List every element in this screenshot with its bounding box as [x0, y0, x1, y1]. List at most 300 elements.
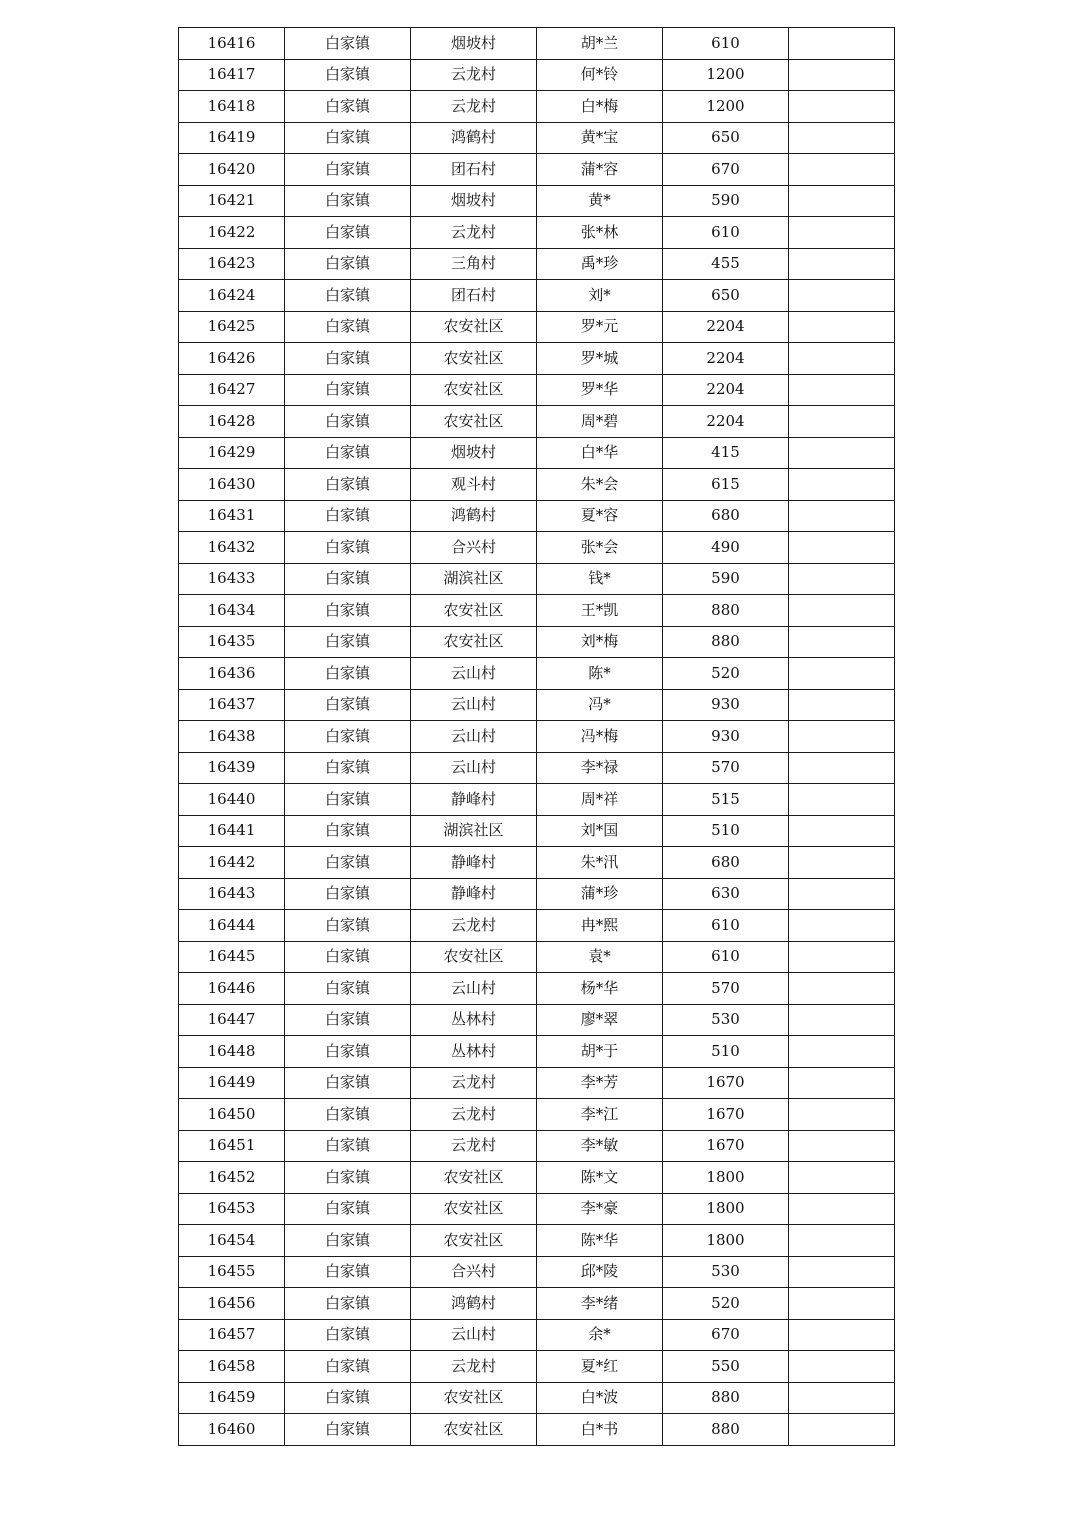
- name-cell: 夏*红: [537, 1351, 663, 1383]
- row-number-cell: 16445: [179, 941, 285, 973]
- amount-cell: 680: [663, 847, 789, 879]
- amount-cell: 530: [663, 1004, 789, 1036]
- table-row: [179, 1004, 895, 1036]
- village-cell: 云山村: [411, 1319, 537, 1351]
- amount-cell: 680: [663, 500, 789, 532]
- table-row: [179, 91, 895, 123]
- village-cell: 农安社区: [411, 1162, 537, 1194]
- village-cell: 鸿鹤村: [411, 1288, 537, 1320]
- row-number-cell: 16447: [179, 1004, 285, 1036]
- note-cell: [789, 1099, 895, 1131]
- name-cell: 胡*兰: [537, 28, 663, 60]
- row-number-cell: 16427: [179, 374, 285, 406]
- name-cell: 廖*翠: [537, 1004, 663, 1036]
- village-cell: 静峰村: [411, 784, 537, 816]
- village-cell: 云龙村: [411, 1099, 537, 1131]
- town-cell: 白家镇: [285, 815, 411, 847]
- row-number-cell: 16458: [179, 1351, 285, 1383]
- note-cell: [789, 815, 895, 847]
- village-cell: 农安社区: [411, 343, 537, 375]
- row-number-cell: 16428: [179, 406, 285, 438]
- table-row: [179, 658, 895, 690]
- row-number-cell: 16437: [179, 689, 285, 721]
- note-cell: [789, 374, 895, 406]
- name-cell: 黄*宝: [537, 122, 663, 154]
- name-cell: 李*绪: [537, 1288, 663, 1320]
- table-row: [179, 626, 895, 658]
- village-cell: 三角村: [411, 248, 537, 280]
- amount-cell: 1200: [663, 59, 789, 91]
- note-cell: [789, 784, 895, 816]
- row-number-cell: 16449: [179, 1067, 285, 1099]
- village-cell: 云山村: [411, 752, 537, 784]
- name-cell: 李*豪: [537, 1193, 663, 1225]
- village-cell: 云龙村: [411, 91, 537, 123]
- row-number-cell: 16453: [179, 1193, 285, 1225]
- village-cell: 云龙村: [411, 1067, 537, 1099]
- note-cell: [789, 910, 895, 942]
- note-cell: [789, 311, 895, 343]
- row-number-cell: 16442: [179, 847, 285, 879]
- name-cell: 李*禄: [537, 752, 663, 784]
- table-row: [179, 847, 895, 879]
- village-cell: 湖滨社区: [411, 815, 537, 847]
- town-cell: 白家镇: [285, 1099, 411, 1131]
- amount-cell: 550: [663, 1351, 789, 1383]
- note-cell: [789, 280, 895, 312]
- village-cell: 合兴村: [411, 1256, 537, 1288]
- table-row: [179, 784, 895, 816]
- name-cell: 周*祥: [537, 784, 663, 816]
- note-cell: [789, 721, 895, 753]
- note-cell: [789, 973, 895, 1005]
- name-cell: 白*梅: [537, 91, 663, 123]
- note-cell: [789, 563, 895, 595]
- amount-cell: 930: [663, 721, 789, 753]
- row-number-cell: 16457: [179, 1319, 285, 1351]
- town-cell: 白家镇: [285, 784, 411, 816]
- table-row: [179, 752, 895, 784]
- table-row: [179, 878, 895, 910]
- amount-cell: 1670: [663, 1099, 789, 1131]
- amount-cell: 1800: [663, 1162, 789, 1194]
- amount-cell: 515: [663, 784, 789, 816]
- note-cell: [789, 532, 895, 564]
- village-cell: 云龙村: [411, 910, 537, 942]
- amount-cell: 1800: [663, 1225, 789, 1257]
- town-cell: 白家镇: [285, 878, 411, 910]
- row-number-cell: 16431: [179, 500, 285, 532]
- name-cell: 冯*: [537, 689, 663, 721]
- table-row: [179, 1130, 895, 1162]
- row-number-cell: 16439: [179, 752, 285, 784]
- town-cell: 白家镇: [285, 1193, 411, 1225]
- village-cell: 团石村: [411, 280, 537, 312]
- note-cell: [789, 343, 895, 375]
- village-cell: 观斗村: [411, 469, 537, 501]
- note-cell: [789, 626, 895, 658]
- note-cell: [789, 878, 895, 910]
- table-row: [179, 941, 895, 973]
- village-cell: 烟坡村: [411, 28, 537, 60]
- amount-cell: 630: [663, 878, 789, 910]
- amount-cell: 455: [663, 248, 789, 280]
- row-number-cell: 16444: [179, 910, 285, 942]
- amount-cell: 670: [663, 1319, 789, 1351]
- data-table: [178, 27, 895, 1446]
- row-number-cell: 16420: [179, 154, 285, 186]
- amount-cell: 520: [663, 658, 789, 690]
- town-cell: 白家镇: [285, 1288, 411, 1320]
- note-cell: [789, 1256, 895, 1288]
- town-cell: 白家镇: [285, 563, 411, 595]
- note-cell: [789, 941, 895, 973]
- note-cell: [789, 1319, 895, 1351]
- note-cell: [789, 1193, 895, 1225]
- name-cell: 刘*: [537, 280, 663, 312]
- table-row: [179, 721, 895, 753]
- table-row: [179, 1162, 895, 1194]
- row-number-cell: 16450: [179, 1099, 285, 1131]
- amount-cell: 930: [663, 689, 789, 721]
- name-cell: 李*江: [537, 1099, 663, 1131]
- name-cell: 陈*: [537, 658, 663, 690]
- town-cell: 白家镇: [285, 532, 411, 564]
- name-cell: 罗*元: [537, 311, 663, 343]
- note-cell: [789, 595, 895, 627]
- town-cell: 白家镇: [285, 721, 411, 753]
- village-cell: 农安社区: [411, 1382, 537, 1414]
- amount-cell: 590: [663, 185, 789, 217]
- table-row: [179, 1288, 895, 1320]
- village-cell: 农安社区: [411, 941, 537, 973]
- row-number-cell: 16421: [179, 185, 285, 217]
- village-cell: 烟坡村: [411, 185, 537, 217]
- town-cell: 白家镇: [285, 1067, 411, 1099]
- note-cell: [789, 1351, 895, 1383]
- name-cell: 白*波: [537, 1382, 663, 1414]
- town-cell: 白家镇: [285, 595, 411, 627]
- town-cell: 白家镇: [285, 500, 411, 532]
- town-cell: 白家镇: [285, 910, 411, 942]
- table-row: [179, 1099, 895, 1131]
- amount-cell: 510: [663, 1036, 789, 1068]
- town-cell: 白家镇: [285, 1382, 411, 1414]
- name-cell: 罗*城: [537, 343, 663, 375]
- row-number-cell: 16435: [179, 626, 285, 658]
- row-number-cell: 16448: [179, 1036, 285, 1068]
- town-cell: 白家镇: [285, 626, 411, 658]
- note-cell: [789, 1382, 895, 1414]
- village-cell: 农安社区: [411, 374, 537, 406]
- table-row: [179, 1414, 895, 1446]
- name-cell: 刘*梅: [537, 626, 663, 658]
- town-cell: 白家镇: [285, 752, 411, 784]
- village-cell: 云龙村: [411, 1130, 537, 1162]
- row-number-cell: 16455: [179, 1256, 285, 1288]
- amount-cell: 880: [663, 595, 789, 627]
- table-row: [179, 469, 895, 501]
- town-cell: 白家镇: [285, 847, 411, 879]
- town-cell: 白家镇: [285, 1319, 411, 1351]
- row-number-cell: 16446: [179, 973, 285, 1005]
- note-cell: [789, 1288, 895, 1320]
- table-row: [179, 374, 895, 406]
- note-cell: [789, 217, 895, 249]
- village-cell: 云山村: [411, 689, 537, 721]
- name-cell: 蒲*容: [537, 154, 663, 186]
- row-number-cell: 16438: [179, 721, 285, 753]
- village-cell: 鸿鹤村: [411, 122, 537, 154]
- town-cell: 白家镇: [285, 1036, 411, 1068]
- name-cell: 朱*会: [537, 469, 663, 501]
- amount-cell: 2204: [663, 343, 789, 375]
- amount-cell: 530: [663, 1256, 789, 1288]
- town-cell: 白家镇: [285, 1351, 411, 1383]
- town-cell: 白家镇: [285, 406, 411, 438]
- town-cell: 白家镇: [285, 185, 411, 217]
- village-cell: 合兴村: [411, 532, 537, 564]
- note-cell: [789, 1225, 895, 1257]
- row-number-cell: 16433: [179, 563, 285, 595]
- note-cell: [789, 752, 895, 784]
- amount-cell: 1670: [663, 1130, 789, 1162]
- village-cell: 湖滨社区: [411, 563, 537, 595]
- table-row: [179, 343, 895, 375]
- row-number-cell: 16418: [179, 91, 285, 123]
- note-cell: [789, 406, 895, 438]
- row-number-cell: 16419: [179, 122, 285, 154]
- town-cell: 白家镇: [285, 1130, 411, 1162]
- name-cell: 袁*: [537, 941, 663, 973]
- name-cell: 冉*熙: [537, 910, 663, 942]
- table-row: [179, 1382, 895, 1414]
- name-cell: 胡*于: [537, 1036, 663, 1068]
- row-number-cell: 16425: [179, 311, 285, 343]
- amount-cell: 610: [663, 941, 789, 973]
- village-cell: 云山村: [411, 658, 537, 690]
- table-row: [179, 973, 895, 1005]
- amount-cell: 610: [663, 910, 789, 942]
- town-cell: 白家镇: [285, 973, 411, 1005]
- town-cell: 白家镇: [285, 154, 411, 186]
- note-cell: [789, 437, 895, 469]
- row-number-cell: 16451: [179, 1130, 285, 1162]
- village-cell: 云山村: [411, 973, 537, 1005]
- name-cell: 余*: [537, 1319, 663, 1351]
- row-number-cell: 16452: [179, 1162, 285, 1194]
- table-row: [179, 122, 895, 154]
- town-cell: 白家镇: [285, 91, 411, 123]
- row-number-cell: 16456: [179, 1288, 285, 1320]
- row-number-cell: 16443: [179, 878, 285, 910]
- row-number-cell: 16436: [179, 658, 285, 690]
- town-cell: 白家镇: [285, 941, 411, 973]
- village-cell: 云龙村: [411, 217, 537, 249]
- amount-cell: 520: [663, 1288, 789, 1320]
- note-cell: [789, 1036, 895, 1068]
- village-cell: 烟坡村: [411, 437, 537, 469]
- row-number-cell: 16429: [179, 437, 285, 469]
- table-row: [179, 280, 895, 312]
- amount-cell: 1670: [663, 1067, 789, 1099]
- table-body: [179, 28, 895, 1446]
- amount-cell: 415: [663, 437, 789, 469]
- amount-cell: 510: [663, 815, 789, 847]
- table-row: [179, 532, 895, 564]
- table-row: [179, 185, 895, 217]
- table-row: [179, 595, 895, 627]
- village-cell: 静峰村: [411, 847, 537, 879]
- village-cell: 鸿鹤村: [411, 500, 537, 532]
- amount-cell: 610: [663, 28, 789, 60]
- name-cell: 夏*容: [537, 500, 663, 532]
- table-row: [179, 1256, 895, 1288]
- name-cell: 黄*: [537, 185, 663, 217]
- village-cell: 静峰村: [411, 878, 537, 910]
- town-cell: 白家镇: [285, 1256, 411, 1288]
- name-cell: 李*敏: [537, 1130, 663, 1162]
- note-cell: [789, 154, 895, 186]
- town-cell: 白家镇: [285, 689, 411, 721]
- table-row: [179, 59, 895, 91]
- note-cell: [789, 185, 895, 217]
- note-cell: [789, 1067, 895, 1099]
- name-cell: 禹*珍: [537, 248, 663, 280]
- row-number-cell: 16441: [179, 815, 285, 847]
- name-cell: 张*林: [537, 217, 663, 249]
- village-cell: 农安社区: [411, 595, 537, 627]
- name-cell: 白*书: [537, 1414, 663, 1446]
- name-cell: 刘*国: [537, 815, 663, 847]
- village-cell: 农安社区: [411, 1414, 537, 1446]
- village-cell: 农安社区: [411, 626, 537, 658]
- name-cell: 陈*文: [537, 1162, 663, 1194]
- table-row: [179, 1319, 895, 1351]
- table-row: [179, 1067, 895, 1099]
- table-row: [179, 1193, 895, 1225]
- row-number-cell: 16460: [179, 1414, 285, 1446]
- note-cell: [789, 1162, 895, 1194]
- village-cell: 农安社区: [411, 311, 537, 343]
- name-cell: 李*芳: [537, 1067, 663, 1099]
- note-cell: [789, 469, 895, 501]
- row-number-cell: 16422: [179, 217, 285, 249]
- town-cell: 白家镇: [285, 280, 411, 312]
- town-cell: 白家镇: [285, 1414, 411, 1446]
- table-row: [179, 217, 895, 249]
- name-cell: 何*铃: [537, 59, 663, 91]
- name-cell: 杨*华: [537, 973, 663, 1005]
- name-cell: 王*凯: [537, 595, 663, 627]
- village-cell: 农安社区: [411, 1225, 537, 1257]
- town-cell: 白家镇: [285, 1162, 411, 1194]
- amount-cell: 650: [663, 280, 789, 312]
- table-row: [179, 248, 895, 280]
- name-cell: 白*华: [537, 437, 663, 469]
- note-cell: [789, 847, 895, 879]
- town-cell: 白家镇: [285, 1225, 411, 1257]
- name-cell: 邱*陵: [537, 1256, 663, 1288]
- town-cell: 白家镇: [285, 28, 411, 60]
- row-number-cell: 16440: [179, 784, 285, 816]
- town-cell: 白家镇: [285, 1004, 411, 1036]
- name-cell: 罗*华: [537, 374, 663, 406]
- name-cell: 冯*梅: [537, 721, 663, 753]
- note-cell: [789, 28, 895, 60]
- note-cell: [789, 689, 895, 721]
- note-cell: [789, 658, 895, 690]
- table-row: [179, 689, 895, 721]
- note-cell: [789, 91, 895, 123]
- village-cell: 云龙村: [411, 59, 537, 91]
- table-row: [179, 437, 895, 469]
- note-cell: [789, 500, 895, 532]
- town-cell: 白家镇: [285, 311, 411, 343]
- village-cell: 云山村: [411, 721, 537, 753]
- amount-cell: 1200: [663, 91, 789, 123]
- note-cell: [789, 1004, 895, 1036]
- town-cell: 白家镇: [285, 343, 411, 375]
- row-number-cell: 16417: [179, 59, 285, 91]
- amount-cell: 490: [663, 532, 789, 564]
- row-number-cell: 16424: [179, 280, 285, 312]
- table-row: [179, 1036, 895, 1068]
- table-row: [179, 910, 895, 942]
- town-cell: 白家镇: [285, 374, 411, 406]
- amount-cell: 1800: [663, 1193, 789, 1225]
- amount-cell: 650: [663, 122, 789, 154]
- table-row: [179, 500, 895, 532]
- row-number-cell: 16454: [179, 1225, 285, 1257]
- row-number-cell: 16459: [179, 1382, 285, 1414]
- name-cell: 陈*华: [537, 1225, 663, 1257]
- amount-cell: 880: [663, 1382, 789, 1414]
- amount-cell: 610: [663, 217, 789, 249]
- row-number-cell: 16423: [179, 248, 285, 280]
- village-cell: 丛林村: [411, 1036, 537, 1068]
- note-cell: [789, 59, 895, 91]
- town-cell: 白家镇: [285, 59, 411, 91]
- amount-cell: 880: [663, 626, 789, 658]
- note-cell: [789, 248, 895, 280]
- name-cell: 张*会: [537, 532, 663, 564]
- amount-cell: 2204: [663, 406, 789, 438]
- town-cell: 白家镇: [285, 658, 411, 690]
- amount-cell: 880: [663, 1414, 789, 1446]
- name-cell: 周*碧: [537, 406, 663, 438]
- table-row: [179, 815, 895, 847]
- village-cell: 云龙村: [411, 1351, 537, 1383]
- amount-cell: 670: [663, 154, 789, 186]
- amount-cell: 615: [663, 469, 789, 501]
- row-number-cell: 16432: [179, 532, 285, 564]
- note-cell: [789, 1414, 895, 1446]
- row-number-cell: 16430: [179, 469, 285, 501]
- town-cell: 白家镇: [285, 248, 411, 280]
- town-cell: 白家镇: [285, 122, 411, 154]
- village-cell: 农安社区: [411, 406, 537, 438]
- table-row: [179, 154, 895, 186]
- note-cell: [789, 122, 895, 154]
- table-row: [179, 28, 895, 60]
- table-row: [179, 1225, 895, 1257]
- amount-cell: 590: [663, 563, 789, 595]
- row-number-cell: 16434: [179, 595, 285, 627]
- amount-cell: 2204: [663, 374, 789, 406]
- village-cell: 团石村: [411, 154, 537, 186]
- name-cell: 朱*汛: [537, 847, 663, 879]
